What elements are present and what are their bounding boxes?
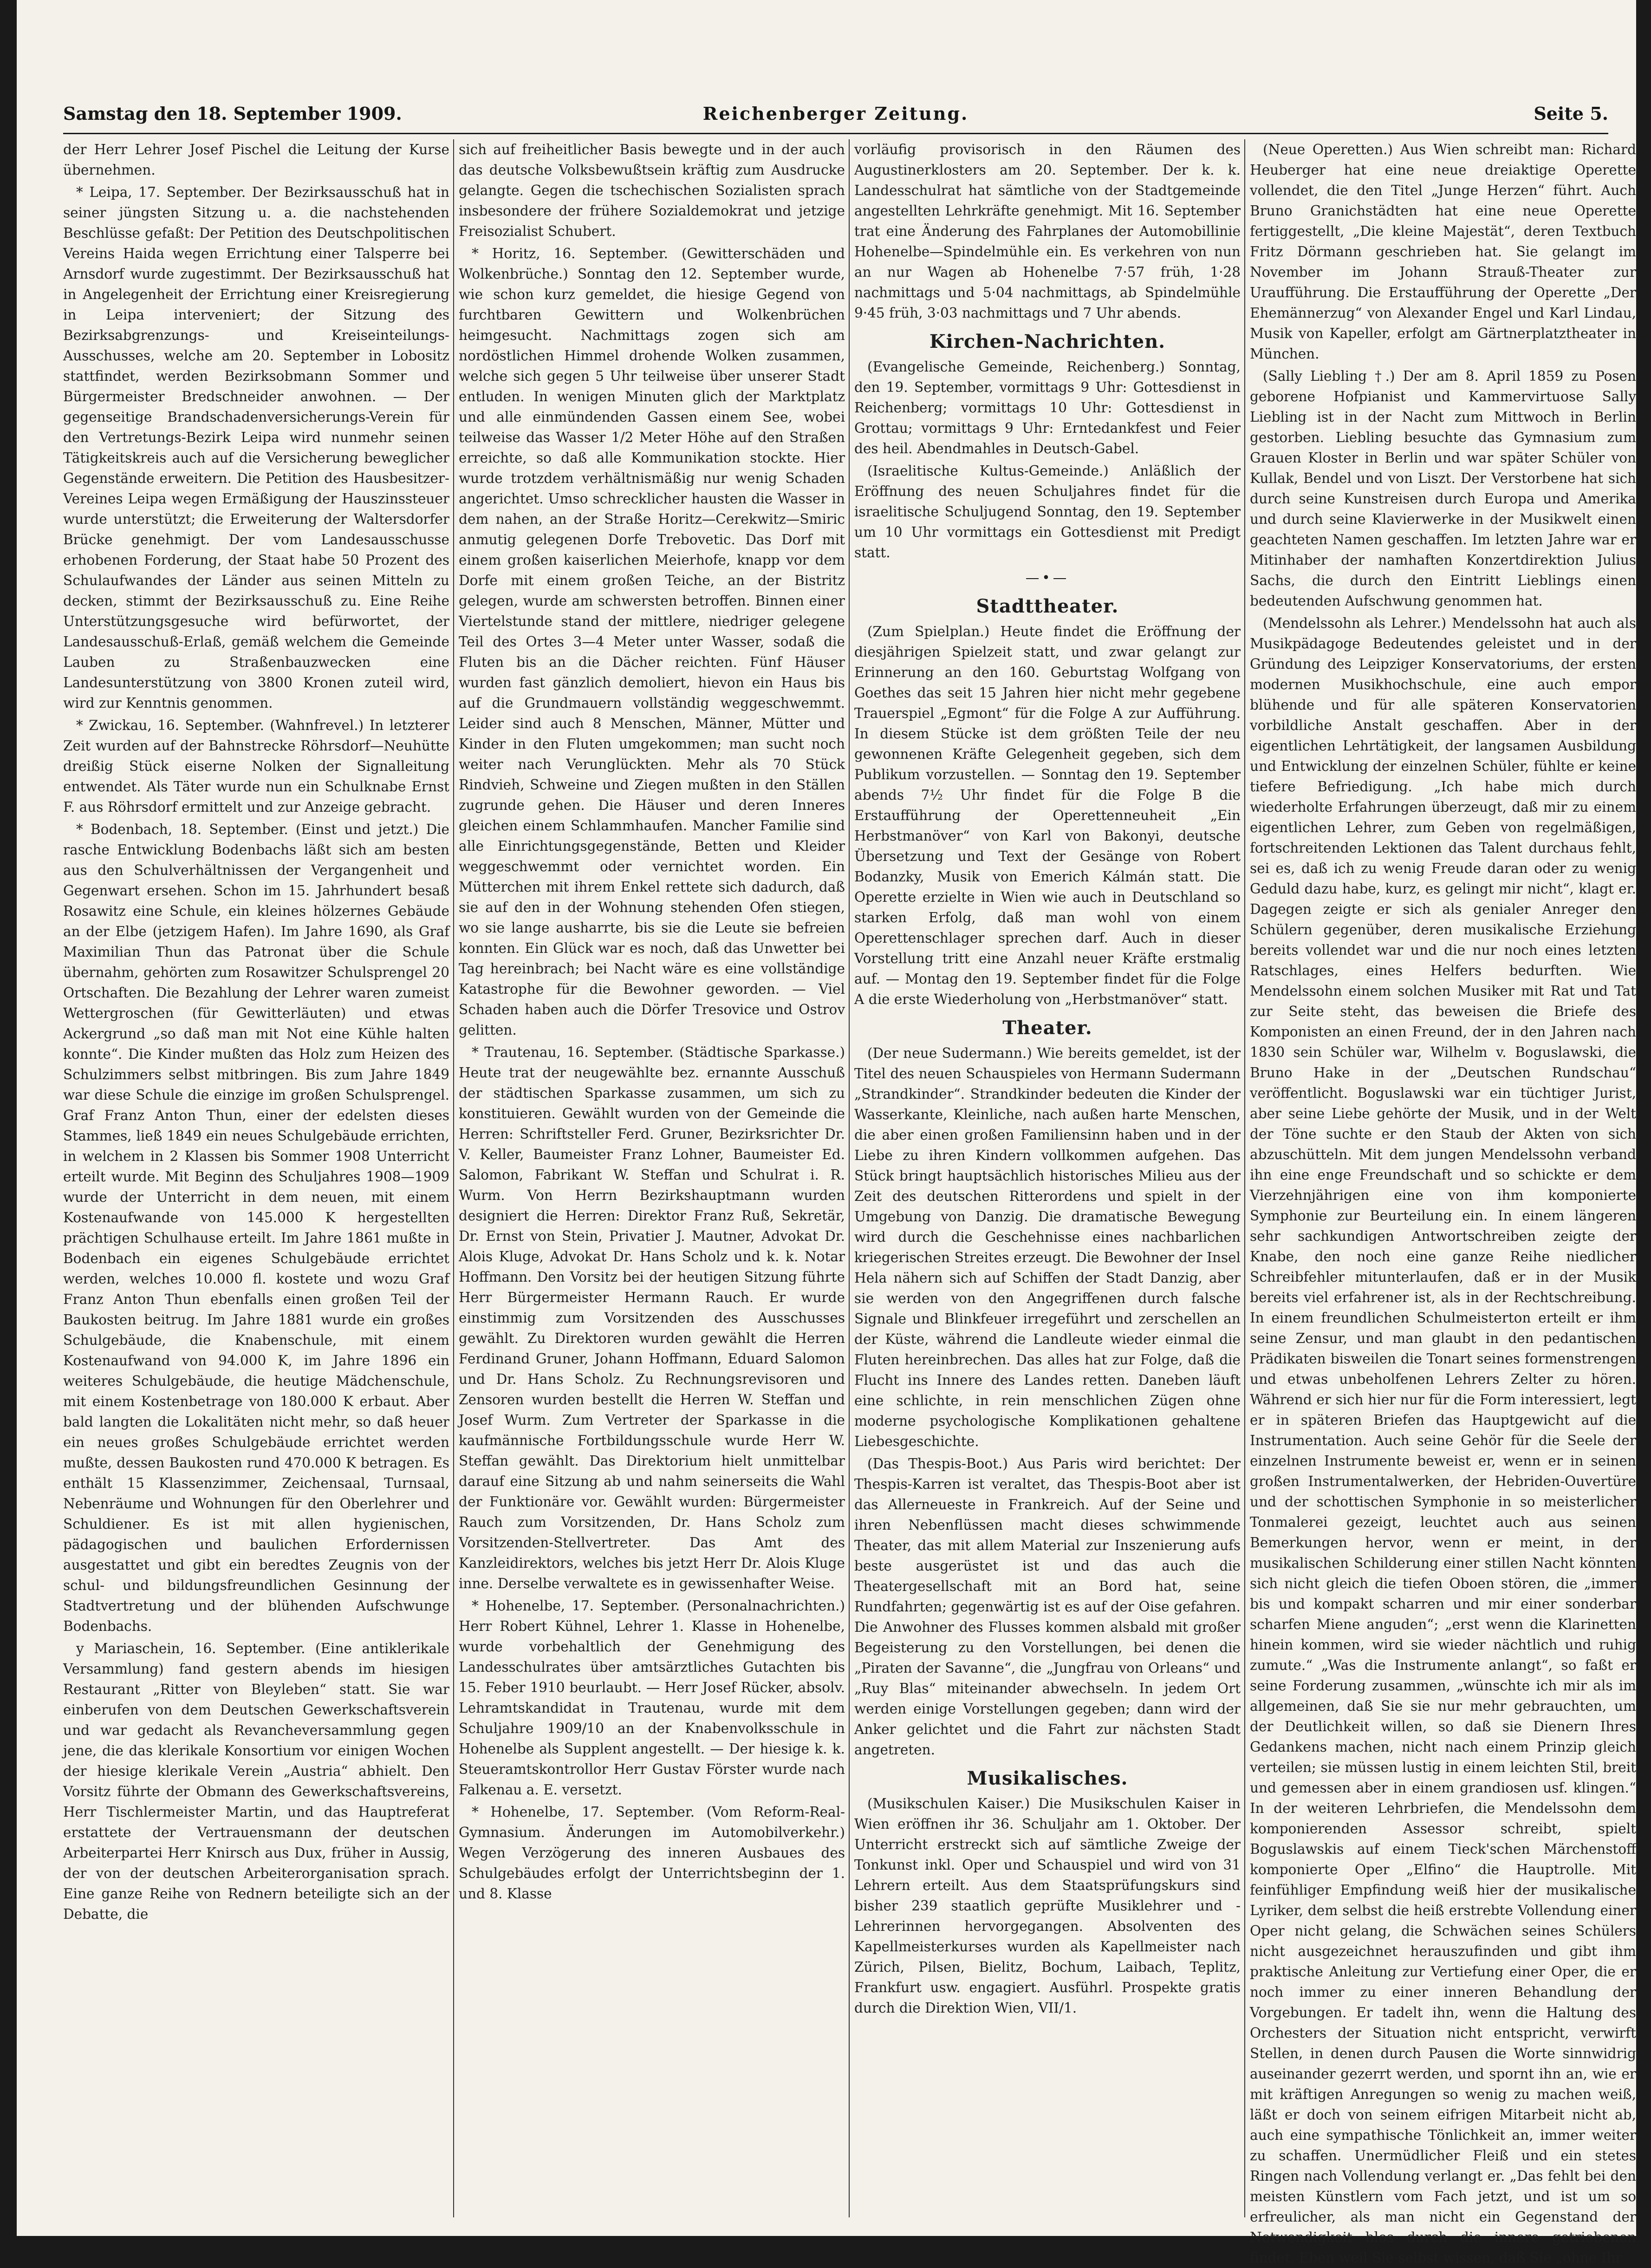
section-heading-theater: Theater. bbox=[1002, 1017, 1092, 1039]
article-evangelisch: (Evangelische Gemeinde, Reichenberg.) Sonntag, den 19. September, vormittags 9 Uhr: Gottesdienst in Reichenberg; vormittags 10 Uhr: Gottesdienst in Grottau; vormittags 9 Uhr: Erntedankfest und Feier des heil. Abendmahles in Deutsch-Gabel. bbox=[854, 359, 1241, 456]
separator: —•— bbox=[1025, 570, 1070, 586]
article-hohenelbe-personal: * Hohenelbe, 17. September. (Personalnachrichten.) Herr Robert Kühnel, Lehrer 1. Klasse in Hohenelbe, wurde vorbehaltlich der Genehmigung des Landesschulrates über amtsärztliches Gutachten bis 15. Feber 1910 beurlaubt. — Herr Josef Rücker, absolv. Lehramtskandidat in Trautenau, wurde mit dem Schuljahre 1909/10 an der Knabenvolksschule in Hohenelbe als Supplent angestellt. — Der hiesige k. k. Steueramtskontrollor Herr Gustav Förster wurde nach Falkenau a. E. versetzt. bbox=[459, 1598, 845, 1798]
page-header bbox=[63, 103, 1608, 131]
article-trautenau: * Trautenau, 16. September. (Städtische Sparkasse.) Heute trat der neugewählte bez. ernannte Ausschuß der städtischen Sparkasse zusammen, um sich zu konstituieren. Gewählt wurden von der Gemeinde die Herren: Schriftsteller Ferd. Gruner, Bezirksrichter Dr. V. Keller, Baumeister Franz Lohner, Baumeister Ed. Salomon, Fabrikant W. Steffan und Schulrat i. R. Wurm. Von Herrn Bezirkshauptmann wurden designiert die Herren: Direktor Franz Ruß, Sekretär, Dr. Ernst von Stein, Privatier J. Mautner, Advokat Dr. Alois Kluge, Advokat Dr. Hans Scholz und k. k. Notar Hoffmann. Den Vorsitz bei der heutigen Sitzung führte Herr Bürgermeister Hermann Rauch. Er wurde einstimmig zum Vorsitzenden des Ausschusses gewählt. Zu Direktoren wurden gewählt die Herren Ferdinand Gruner, Johann Hoffmann, Eduard Salomon und Dr. Hans Scholz. Zu Rechnungsrevisoren und Zensoren wurden bestellt die Herren W. Steffan und Josef Wurm. Zum Vertreter der Sparkasse in die kaufmännische Fortbildungsschule wurde Herr W. Steffan gewählt. Das Direktorium hielt unmittelbar darauf eine Sitzung ab und nahm seinerseits die Wahl der Funktionäre vor. Gewählt wurden: Bürgermeister Rauch zum Vorsitzenden, Dr. Hans Scholz zum Vorsitzenden-Stellvertreter. Das Amt des Kanzleidirektors, welches bis jetzt Herr Dr. Alois Kluge inne. Derselbe verwaltete es in gewissenhafter Weise. bbox=[459, 1044, 845, 1591]
column-divider bbox=[1244, 139, 1245, 2217]
article-musikschulen: (Musikschulen Kaiser.) Die Musikschulen Kaiser in Wien eröffnen ihr 36. Schuljahr am 1. Oktober. Der Unterricht erstreckt sich auf sämtliche Zweige der Tonkunst inkl. Oper und Schauspiel und wird von 31 Lehrern erteilt. Aus dem Staatsprüfungskurs sind bisher 239 staatlich geprüfte Musiklehrer und -Lehrerinnen hervorgegangen. Absolventen des Kapellmeisterkurses wurden als Kapellmeister nach Zürich, Pilsen, Bielitz, Bochum, Laibach, Teplitz, Frankfurt usw. engagiert. Ausführl. Prospekte gratis durch die Direktion Wien, VII/1. bbox=[854, 1796, 1241, 2016]
masthead-title: Reichenberger Zeitung. bbox=[702, 103, 969, 124]
article-operetten: (Neue Operetten.) Aus Wien schreibt man: Richard Heuberger hat eine neue dreiaktige Operette vollendet, die den Titel „Junge Herzen“ führt. Auch Bruno Granichstädten hat eine neue Operette fertiggestellt, „Die kleine Majestät“, deren Textbuch Fritz Dörmann geschrieben hat. Sie gelangt im November im Johann Strauß-Theater zur Uraufführung. Die Erstaufführung der Operette „Der Ehemännerzug“ von Alexander Engel und Karl Lindau, Musik von Kapeller, erfolgt am Gärtnerplatztheater in München. bbox=[1250, 142, 1636, 362]
article-sudermann: (Der neue Sudermann.) Wie bereits gemeldet, ist der Titel des neuen Schauspieles von Hermann Sudermann „Strandkinder“. Strandkinder bedeuten die Kinder der Wasserkante, Kleinliche, nach außen harte Menschen, die aber einen großen Familiensinn haben und in der Liebe zu ihren Kindern vollkommen aufgehen. Das Stück bringt hauptsächlich historisches Milieu aus der Zeit des deutschen Ritterordens und spielt in der Umgebung von Danzig. Die dramatische Bewegung wird durch die Geschehnisse eines nachbarlichen kriegerischen Streites erzeugt. Die Bewohner der Insel Hela nähern sich auf Schiffen der Stadt Danzig, aber sie werden von den Angegriffenen durch falsche Signale und Blinkfeuer irregeführt und zerschellen an der Küste, während die Landleute wieder einmal die Fluten hereinbrechen. Das alles hat zur Folge, daß die Flucht ins Innere des Landes retten. Daneben läuft eine schlichte, in rein menschlichen Zügen ohne moderne psychologische Komplikationen gehaltene Liebesgeschichte. bbox=[854, 1045, 1241, 1449]
page-number: Seite 5. bbox=[1534, 103, 1608, 124]
article-hohenelbe-gymnasium: * Hohenelbe, 17. September. (Vom Reform-Real-Gymnasium. Änderungen im Automobilverkehr.) Wegen Verzögerung des inneren Ausbaues des Schulgebäudes erfolgt der Unterrichtsbeginn der 1. und 8. Klasse bbox=[459, 1804, 845, 1902]
article-leipa: * Leipa, 17. September. Der Bezirksausschuß hat in seiner jüngsten Sitzung u. a. die nachstehenden Beschlüsse gefaßt: Der Petition des Deutschpolitischen Vereins Haida wegen Errichtung einer Talsperre bei Arnsdorf wurde zugestimmt. Der Bezirksausschuß hat in Angelegenheit der Errichtung einer Kreisregierung in Leipa interveniert; der Sitzung des Bezirksabgrenzungs- und Kreiseinteilungs-Ausschusses, welche am 20. September in Lobositz stattfindet, werden Bezirksobmann Sommer und Bürgermeister Bredschneider anwohnen. — Der gegenseitige Brandschadenversicherungs-Verein für den Vertretungs-Bezirk Leipa wird nunmehr seinen Tätigkeitskreis auch auf die Versicherung beweglicher Gegenstände erweitern. Die Petition des Hausbesitzer-Vereines Leipa wegen Ermäßigung der Hauszinssteuer wurde unterstützt; die Erweiterung der Waltersdorfer Brücke genehmigt. Der vom Landesausschusse erhobenen Forderung, der Staat habe 50 Prozent des Schulaufwandes der Länder aus seinen Mitteln zu decken, stimmt der Bezirksausschuß zu. Eine Reihe Unterstützungsgesuche wird befürwortet, der Landesausschuß-Erlaß, gemäß welchem die Gemeinde Lauben zu Straßenbauzwecken eine Landesunterstützung von 3800 Kronen zuteil wird, wird zur Kenntnis genommen. bbox=[63, 184, 449, 711]
column-1 bbox=[63, 139, 449, 2217]
header-rule bbox=[63, 133, 1608, 134]
article-bodenbach: * Bodenbach, 18. September. (Einst und jetzt.) Die rasche Entwicklung Bodenbachs läßt sich am besten aus den Schulverhältnissen der Vergangenheit und Gegenwart ersehen. Schon im 15. Jahrhundert besaß Rosawitz eine Schule, ein kleines hölzernes Gebäude an der Elbe (jetzigem Hafen). Im Jahre 1690, als Graf Maximilian Thun das Patronat über die Schule übernahm, gehörten zum Rosawitzer Schulsprengel 20 Ortschaften. Die Bezahlung der Lehrer waren zumeist Wettergroschen (für Gewitterläuten) und etwas Ackergrund „so daß man mit Not eine Kühle halten konnte“. Die Kinder mußten das Holz zum Heizen des Schulzimmers selbst mitbringen. Bis zum Jahre 1849 war diese Schule die einzige im großen Schulsprengel. Graf Franz Anton Thun, einer der edelsten dieses Stammes, ließ 1849 ein neues Schulgebäude errichten, in welchem in 2 Klassen bis Sommer 1908 Unterricht erteilt wurde. Mit Beginn des Schuljahres 1908—1909 wurde der Unterricht in dem neuen, mit einem Kostenaufwande von 145.000 K hergestellten prächtigen Schulhause erteilt. Im Jahre 1861 mußte in Bodenbach ein eigenes Schulgebäude errichtet werden, welches 10.000 fl. kostete und wozu Graf Franz Anton Thun ebenfalls einen großen Teil der Baukosten beitrug. Im Jahre 1881 wurde ein großes Schulgebäude, die Knabenschule, mit einem Kostenaufwand von 94.000 K, im Jahre 1896 ein weiteres Schulgebäude, die heutige Mädchenschule, mit einem Kostenbetrage von 180.000 K erbaut. Aber bald langten die Lokalitäten nicht mehr, so daß heuer ein neues großes Schulgebäude errichtet werden mußte, dessen Baukosten rund 470.000 K betragen. Es enthält 15 Klassenzimmer, Zeichensaal, Turnsaal, Nebenräume und Wohnungen für den Oberlehrer und Schuldiener. Es ist mit allen hygienischen, pädagogischen und baulichen Erfordernissen ausgestattet und gibt ein beredtes Zeugnis von der schul- und bildungsfreundlichen Gesinnung der Stadtvertretung und der blühenden Aufschwunge Bodenbachs. bbox=[63, 821, 449, 1634]
article-text: der Herr Lehrer Josef Pischel die Leitung der Kurse übernehmen. bbox=[63, 142, 449, 178]
newspaper-page bbox=[17, 0, 1636, 2266]
article-zwickau: * Zwickau, 16. September. (Wahnfrevel.) In letzterer Zeit wurden auf der Bahnstrecke Röhrsdorf—Neuhütte dreißig Stück eiserne Nolken der Signalleitung entwendet. Als Täter wurde nun ein Schulknabe Ernst F. aus Röhrsdorf ermittelt und zur Anzeige gebracht. bbox=[63, 717, 449, 815]
section-heading-musik: Musikalisches. bbox=[967, 1767, 1128, 1789]
article-spielplan: (Zum Spielplan.) Heute findet die Eröffnung der diesjährigen Spielzeit statt, und zwar gelangt zur Erinnerung an den 160. Geburtstag Wolfgang von Goethes das seit 15 Jahren hier nicht mehr gegebene Trauerspiel „Egmont“ für die Folge A zur Aufführung. In diesem Stücke ist dem größten Teile der neu gewonnenen Kräfte Gelegenheit gegeben, sich dem Publikum vorzustellen. — Sonntag den 19. September abends 7½ Uhr findet für die Folge B die Erstaufführung der Operettenneuheit „Ein Herbstmanöver“ von Karl von Bakonyi, deutsche Übersetzung und Text der Gesänge von Robert Bodanzky, Musik von Emerich Kálmán statt. Die Operette erzielte in Wien wie auch in Deutschland so starken Erfolg, daß man wohl von einem Operettenschlager sprechen darf. Auch in dieser Vorstellung tritt eine Anzahl neuer Kräfte erstmalig auf. — Montag den 19. September findet für die Folge A die erste Wiederholung von „Herbstmanöver“ statt. bbox=[854, 624, 1241, 1007]
column-4 bbox=[1250, 139, 1636, 2266]
column-divider bbox=[849, 139, 850, 2217]
header-date: Samstag den 18. September 1909. bbox=[63, 103, 402, 124]
article-thespis-boot: (Das Thespis-Boot.) Aus Paris wird berichtet: Der Thespis-Karren ist veraltet, das Thespis-Boot aber ist das Allerneueste in Frankreich. Auf der Seine und ihren Nebenflüssen macht dieses schwimmende Theater, das mit allem Material zur Inszenierung aufs beste ausgerüstet ist und das auch die Theatergesellschaft mit an Bord hat, seine Rundfahrten; gegenwärtig ist es auf der Oise gefahren. Die Anwohner des Flusses kommen alsbald mit großer Begeisterung zu den Vorstellungen, bei denen die „Piraten der Savanne“, die „Jungfrau von Orleans“ und „Ruy Blas“ miteinander abwechseln. In jedem Ort werden einige Vorstellungen gegeben; dann wird der Anker gelichtet und die Fahrt zur nächsten Stadt angetreten. bbox=[854, 1456, 1241, 1758]
column-3 bbox=[854, 139, 1241, 2217]
article-israelitisch: (Israelitische Kultus-Gemeinde.) Anläßlich der Eröffnung des neuen Schuljahres findet für die israelitische Schuljugend Sonntag, den 19. September um 10 Uhr vormittags ein Gottesdienst mit Predigt statt. bbox=[854, 463, 1241, 560]
article-horitz: * Horitz, 16. September. (Gewitterschäden und Wolkenbrüche.) Sonntag den 12. September wurde, wie schon kurz gemeldet, die hiesige Gegend von furchtbaren Gewittern und Wolkenbrüchen heimgesucht. Nachmittags zogen sich am nordöstlichen Himmel drohende Wolken zusammen, welche sich gegen 5 Uhr teilweise über unserer Stadt entluden. In wenigen Minuten glich der Marktplatz und alle einmündenden Gassen einem See, wobei teilweise das Wasser 1/2 Meter Höhe auf den Straßen erreichte, so daß alle Kommunikation stockte. Hier wurde trotzdem verhältnismäßig nur wenig Schaden angerichtet. Umso schrecklicher hausten die Wasser in dem nahen, an der Straße Horitz—Cerekwitz—Smiric anmutig gelegenen Dorfe Trebovetic. Das Dorf mit einem großen kaiserlichen Meierhofe, knapp vor dem Dorfe mit einem großen Teiche, an der Bistritz gelegen, wurde am schwersten betroffen. Binnen einer Viertelstunde stand der mittlere, niedriger gelegene Teil des Ortes 3—4 Meter unter Wasser, sodaß die Fluten bis an die Dächer reichten. Fünf Häuser wurden fast gänzlich demoliert, hievon ein Haus bis auf die Grundmauern vollständig weggeschwemmt. Leider sind auch 8 Menschen, Männer, Mütter und Kinder in den Fluten umgekommen; man sucht noch weiter nach Verunglückten. Mehr als 70 Stück Rindvieh, Schweine und Ziegen mußten in den Ställen zugrunde gehen. Die Häuser und deren Inneres gleichen einem Schlammhaufen. Mancher Familie sind alle Einrichtungsgegenstände, Betten und Kleider weggeschwemmt oder vernichtet worden. Ein Mütterchen mit ihrem Enkel rettete sich dadurch, daß sie auf den in der Wohnung stehenden Ofen stiegen, wo sie lange ausharrte, bis sie die Leute sie befreien konnten. Ein Glück war es noch, daß das Unwetter bei Tag hereinbrach; bei Nacht wäre es eine vollständige Katastrophe für die Bewohner geworden. — Viel Schaden haben auch die Dörfer Tresovice und Ostrov gelitten. bbox=[459, 246, 845, 1038]
article-text: sich auf freiheitlicher Basis bewegte und in der auch das deutsche Volksbewußtsein kräftig zum Ausdrucke gelangte. Gegen die tschechischen Sozialisten sprach insbesondere der frühere Sozialdemokrat und jetzige Freisozialist Schubert. bbox=[459, 142, 845, 239]
section-heading-kirchen: Kirchen-Nachrichten. bbox=[929, 331, 1166, 352]
column-divider bbox=[453, 139, 454, 2217]
article-text: vorläufig provisorisch in den Räumen des Augustinerklosters am 20. September. Der k. k. Landesschulrat hat sämtliche von der Stadtgemeinde angestellten Lehrkräfte genehmigt. Mit 16. September trat eine Änderung des Fahrplanes der Automobillinie Hohenelbe—Spindelmühle ein. Es verkehren von nun an nur Wagen ab Hohenelbe 7·57 früh, 1·28 nachmittags und 5·04 nachmittags, ab Spindelmühle 9·45 früh, 3·03 nachmittags und 7 Uhr abends. bbox=[854, 142, 1241, 321]
column-2 bbox=[459, 139, 845, 2217]
article-mariaschein: y Mariaschein, 16. September. (Eine antiklerikale Versammlung) fand gestern abends im hiesigen Restaurant „Ritter von Bleyleben“ statt. Sie war einberufen von dem Deutschen Gewerkschaftsverein und war gedacht als Revancheversammlung gegen jene, die das klerikale Konsortium vor einigen Wochen der hiesige klerikale Verein „Austria“ abhielt. Den Vorsitz führte der Obmann des Gewerkschaftsvereins, Herr Tischlermeister Martin, und das Hauptreferat erstattete der Vertrauensmann der deutschen Arbeiterpartei Herr Knirsch aus Dux, früher in Aussig, der von der deutschen Arbeiterorganisation sprach. Eine ganze Reihe von Rednern beteiligte sich an der Debatte, die bbox=[63, 1641, 449, 1922]
article-liebling: (Sally Liebling †.) Der am 8. April 1859 zu Posen geborene Hofpianist und Kammervirtuose Sally Liebling ist in der Nacht zum Mittwoch in Berlin gestorben. Liebling besuchte das Gymnasium zum Grauen Kloster in Berlin und war später Schüler von Kullak, Bendel und von Liszt. Der Verstorbene hat sich durch seine Kunstreisen durch Europa und Amerika und durch seine Klavierwerke in der Musikwelt einen geachteten Namen geschaffen. Im letzten Jahre war er Mitinhaber der namhaften Konzertdirektion Julius Sachs, die durch den Eintritt Lieblings einen bedeutenden Aufschwung genommen hat. bbox=[1250, 368, 1636, 609]
section-heading-stadttheater: Stadttheater. bbox=[976, 595, 1119, 617]
article-mendelssohn: (Mendelssohn als Lehrer.) Mendelssohn hat auch als Musikpädagoge Bedeutendes geleistet und in der Gründung des Leipziger Konservatoriums, der ersten modernen Musikhochschule, eine auch empor blühende und für alle späteren Konservatorien vorbildliche Anstalt geschaffen. Aber in der eigentlichen Lehrtätigkeit, der langsamen Ausbildung und Entwicklung der einzelnen Schüler, fühlte er keine tiefere Befriedigung. „Ich habe mich durch wiederholte Erfahrungen überzeugt, daß mir zu einem eigentlichen Lehrer, zum Geben von regelmäßigen, fortschreitenden Lektionen das Talent durchaus fehlt, sei es, daß ich zu wenig Freude daran oder zu wenig Geduld dazu habe, kurz, es gelingt mir nicht“, klagt er. Dagegen zeigte er sich als genialer Anreger den Schülern gegenüber, deren musikalische Erziehung bereits vollendet war und die nur noch eines letzten Ratschlages, eines Helfers bedurften. Wie Mendelssohn einem solchen Musiker mit Rat und Tat zur Seite steht, das beweisen die Briefe des Komponisten an einen Freund, der in den Jahren nach 1830 sein Schüler war, Wilhelm v. Boguslawski, die Bruno Hake in der „Deutschen Rundschau“ veröffentlicht. Boguslawski war ein tüchtiger Jurist, aber seine Liebe gehörte der Musik, und in der Welt der Töne suchte er den Staub der Akten von sich abzuschütteln. Mit dem jungen Mendelssohn verband ihn eine enge Freundschaft und so schickte er dem Vierzehnjährigen eine von ihm komponierte Symphonie zur Beurteilung ein. In einem längeren sehr sachkundigen Antwortschreiben zeigte der Knabe, den noch eine ganze Reihe niedlicher Schreibfehler mitunterlaufen, daß er in der Musik bereits viel erfahrener ist, als in der Rechtschreibung. In einem freundlichen Schulmeisterton erteilt er ihm seine Zensur, und man glaubt in den pedantischen Prädikaten bisweilen die Tonart seines formenstrengen und etwas unbeholfenen Lehrers Zelter zu hören. Während er sich hier nur für die Form interessiert, legt er in späteren Briefen das Hauptgewicht auf die Instrumentation. Auch seine Gehör für die Seele der einzelnen Instrumente beweist er, wenn er in seinen großen Instrumentalwerken, der Hebriden-Ouvertüre und der schottischen Symphonie in so meisterlicher Tonmalerei gezeigt, leuchtet auch aus seinen Bemerkungen hervor, wenn er meint, in der musikalischen Schilderung einer stillen Nacht könnten sich nicht gleich die tiefen Oboen stören, die „immer bis und kompakt scharren und mir einer sonderbar scharfen Miene anguden“; „erst wenn die Klarinetten hinein kommen, wird sie wieder nächtlich und ruhig zumute.“ „Was die Instrumente anlangt“, so faßt er seine Forderung zusammen, „wünschte ich mir als im allgemeinen, daß Sie sie nur mehr gebrauchten, um der Deutlichkeit willen, so daß sie Dienern Ihres Gedankens machen, nicht nach einem Prinzip gleich verteilen; sie müssen lustig in einem leichten Stil, breit und gemessen aber in einem grandiosen usf. klingen.“ In der weiteren Lehrbriefen, die Mendelssohn dem komponierenden Assessor schreibt, spielt Boguslawskis auf einem Tieck'schen Märchenstoff komponierte Oper „Elfino“ die Hauptrolle. Mit feinfühliger Empfindung weiß hier der musikalische Lyriker, dem selbst die heiß erstrebte Vollendung einer Oper nicht gelang, die Schwächen seines Schülers nicht ausgezeichnet herauszufinden und gibt ihm praktische Anleitung zur Vertiefung einer Oper, die er noch immer zu einer inneren Behandlung der Vorgebungen. Er tadelt ihn, wenn die Haltung des Orchesters der Situation nicht entspricht, verwirft Stellen, in denen durch Pausen die Worte sinnwidrig auseinander gezerrt werden, und spornt ihn an, wie er mit kräftigen Anregungen so wenig zu machen weiß, läßt er doch von seinem eifrigen Mitarbeit nicht ab, auch eine sympathische Tönlichkeit an, immer weiter zu schaffen. Unermüdlicher Fleiß und ein stetes Ringen nach Vollendung verlangt er. „Das fehlt bei den meisten Künstlern vom Fach jetzt, und ist um so erfreulicher, als man nicht ein Gegenstand der Notwendigkeit blos durch die innere getriebenen findet. Eben weil Sie selbst wissen, daß Sie „ohne Ihr bbox=[1250, 615, 1636, 2266]
